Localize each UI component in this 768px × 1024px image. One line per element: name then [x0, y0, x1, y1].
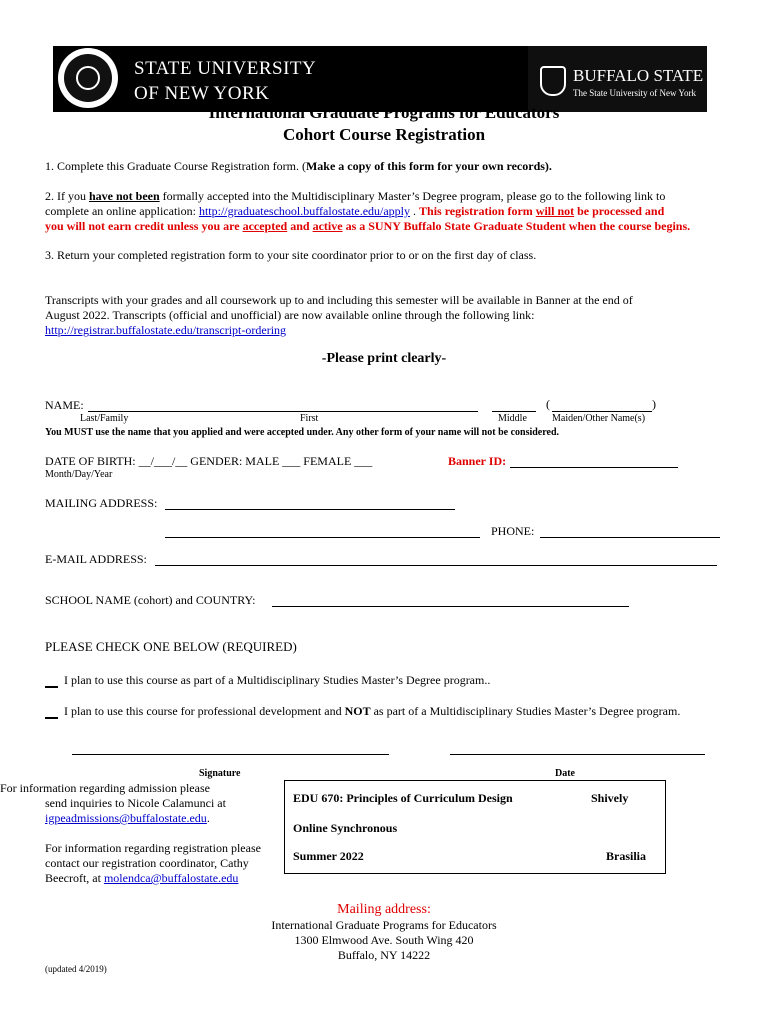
course-term: Summer 2022 — [293, 849, 364, 863]
suny-line2: OF NEW YORK — [134, 83, 270, 104]
name-note: You MUST use the name that you applied and were accepted under. Any other form of your name will not be considered. — [45, 427, 560, 438]
footer-address-3: Buffalo, NY 14222 — [337, 948, 431, 962]
signature-label: Signature — [199, 768, 241, 779]
buffalo-state-name: BUFFALO STATE — [573, 66, 704, 85]
registration-email-link[interactable]: molendca@buffalostate.edu — [103, 871, 239, 885]
admission-info: For information regarding admission please send inquiries to Nicole Calamunci at igpeadmissions@buffalostate.edu. — [0, 781, 226, 825]
banner-id-field[interactable] — [510, 467, 678, 468]
mailing-address-label: MAILING ADDRESS: — [45, 496, 158, 510]
footer-address-2: 1300 Elmwood Ave. South Wing 420 — [294, 933, 474, 947]
option2-text: I plan to use this course for professional development and NOT as part of a Multidisciplinary Studies Master’s Degree program. — [64, 704, 681, 718]
instruction-2: 2. If you have not been formally accepted into the Multidisciplinary Master’s Degree program, please go to the following link to complete an online application: http://graduateschool.buffalostate.edu/apply . This registration form will not be processed and you will not earn credit unless you are accepted and active as a SUNY Buffalo State Graduate Student when the course begins. — [45, 189, 691, 233]
email-field[interactable] — [155, 565, 717, 566]
admissions-email-link[interactable]: igpeadmissions@buffalostate.edu — [45, 811, 207, 825]
school-label: SCHOOL NAME (cohort) and COUNTRY: — [45, 593, 256, 607]
signature-field[interactable] — [72, 754, 389, 755]
date-field[interactable] — [450, 754, 705, 755]
mailing-address-field-1[interactable] — [165, 509, 455, 510]
instruction-1: 1. Complete this Graduate Course Registration form. (Make a copy of this form for your own records). — [45, 159, 552, 173]
school-field[interactable] — [272, 606, 629, 607]
first-label: First — [300, 413, 319, 424]
paren-close: ) — [652, 397, 656, 411]
check-heading: PLEASE CHECK ONE BELOW (REQUIRED) — [45, 639, 297, 654]
name-field[interactable] — [88, 411, 478, 412]
maiden-name-field[interactable] — [552, 411, 652, 412]
document-title: International Graduate Programs for Educators — [208, 103, 560, 122]
apply-link[interactable]: http://graduateschool.buffalostate.edu/apply — [198, 204, 411, 218]
mailing-address-heading: Mailing address: — [337, 902, 431, 917]
phone-field[interactable] — [540, 537, 720, 538]
updated-note: (updated 4/2019) — [45, 964, 107, 974]
transcripts-note: Transcripts with your grades and all coursework up to and including this semester will be available in Banner at the end of August 2022. Transcripts (official and unofficial) are now available online through the following link: http://registrar.buffalostate.edu/transcript-ordering — [45, 293, 633, 337]
buffalo-state-subtitle: The State University of New York — [573, 88, 696, 98]
email-label: E-MAIL ADDRESS: — [45, 552, 147, 566]
print-clearly-heading: -Please print clearly- — [321, 351, 447, 366]
dob-gender-label[interactable]: DATE OF BIRTH: __/___/__ GENDER: MALE ___ FEMALE ___ — [45, 454, 373, 468]
buffalo-state-shield-icon — [540, 66, 566, 96]
phone-label: PHONE: — [491, 524, 535, 538]
registration-info: For information regarding registration please contact our registration coordinator, Cathy Beecroft, at molendca@buffalostate.edu — [45, 841, 261, 885]
instruction-3: 3. Return your completed registration form to your site coordinator prior to or on the first day of class. — [45, 248, 537, 262]
course-name: EDU 670: Principles of Curriculum Design — [293, 791, 513, 805]
seal-core — [76, 66, 100, 90]
middle-label: Middle — [498, 413, 527, 424]
footer-address-1: International Graduate Programs for Educators — [271, 918, 497, 932]
instructor-name: Shively — [591, 791, 629, 805]
document-subtitle: Cohort Course Registration — [282, 125, 486, 144]
mailing-address-field-2[interactable] — [165, 537, 480, 538]
dob-format-label: Month/Day/Year — [45, 469, 113, 480]
course-mode: Online Synchronous — [293, 821, 398, 835]
course-location: Brasilia — [606, 849, 647, 863]
banner-id-label: Banner ID: — [448, 454, 507, 468]
last-family-label: Last/Family — [80, 413, 129, 424]
paren-open: ( — [546, 397, 550, 411]
option1-checkbox[interactable] — [45, 686, 58, 688]
middle-name-field[interactable] — [492, 411, 536, 412]
suny-line1: STATE UNIVERSITY — [134, 58, 317, 79]
maiden-label: Maiden/Other Name(s) — [552, 413, 646, 424]
date-label: Date — [555, 768, 575, 779]
option2-checkbox[interactable] — [45, 717, 58, 719]
suny-logo-text — [134, 56, 316, 106]
option1-text: I plan to use this course as part of a Multidisciplinary Studies Master’s Degree program.. — [64, 673, 491, 687]
transcript-link[interactable]: http://registrar.buffalostate.edu/transcript-ordering — [45, 323, 287, 337]
name-label: NAME: — [45, 398, 84, 412]
